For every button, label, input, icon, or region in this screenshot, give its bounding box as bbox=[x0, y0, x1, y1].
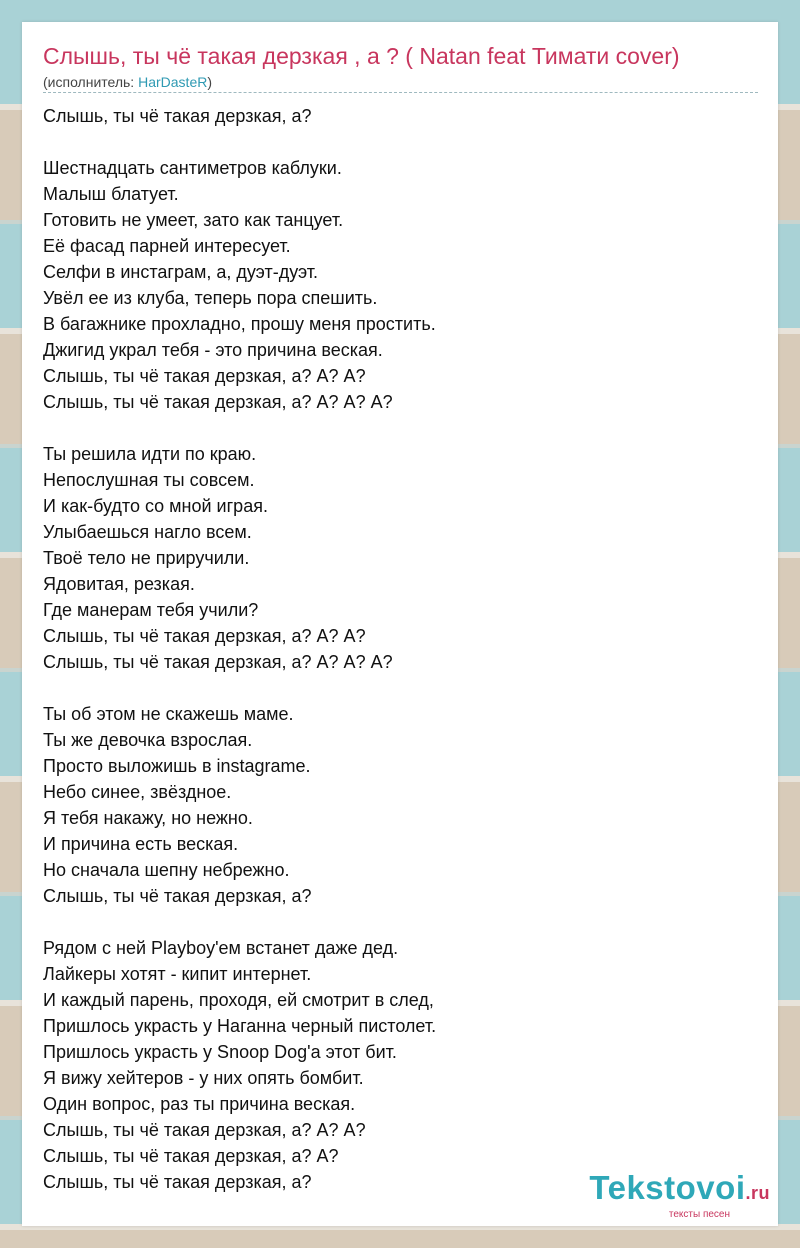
lyric-line: Ядовитая, резкая. bbox=[43, 574, 195, 594]
lyric-line: Слышь, ты чё такая дерзкая, а? А? А? А? bbox=[43, 652, 393, 672]
lyric-line: Лайкеры хотят - кипит интернет. bbox=[43, 964, 312, 984]
stanza-break bbox=[43, 129, 436, 155]
lyric-line: Увёл ее из клуба, теперь пора спешить. bbox=[43, 288, 378, 308]
logo-tld: .ru bbox=[745, 1183, 770, 1203]
lyric-line: Просто выложишь в instagrame. bbox=[43, 756, 311, 776]
lyric-line: Где манерам тебя учили? bbox=[43, 600, 259, 620]
artist-suffix: ) bbox=[207, 74, 213, 90]
stanza-break bbox=[43, 675, 436, 701]
lyric-line: Непослушная ты совсем. bbox=[43, 470, 255, 490]
lyric-line: Я тебя накажу, но нежно. bbox=[43, 808, 253, 828]
song-title: Слышь, ты чё такая дерзкая , а ? ( Natan feat Тимати cover) bbox=[43, 43, 680, 69]
artist-prefix: (исполнитель: bbox=[43, 74, 139, 90]
lyric-line: Джигид украл тебя - это причина веская. bbox=[43, 340, 383, 360]
lyric-line: Один вопрос, раз ты причина веская. bbox=[43, 1094, 356, 1114]
lyric-line: Небо синее, звёздное. bbox=[43, 782, 232, 802]
lyric-line: Улыбаешься нагло всем. bbox=[43, 522, 252, 542]
lyric-line: Я вижу хейтеров - у них опять бомбит. bbox=[43, 1068, 364, 1088]
lyrics-text bbox=[43, 103, 436, 1195]
artist-line bbox=[43, 73, 212, 91]
lyric-line: Готовить не умеет, зато как танцует. bbox=[43, 210, 344, 230]
stanza-break bbox=[43, 415, 436, 441]
artist-link[interactable]: HarDasteR bbox=[138, 74, 208, 90]
lyric-line: И каждый парень, проходя, ей смотрит в след, bbox=[43, 990, 434, 1010]
lyric-line: Слышь, ты чё такая дерзкая, а? А? А? bbox=[43, 1120, 366, 1140]
lyric-line: Слышь, ты чё такая дерзкая, а? bbox=[43, 106, 312, 126]
lyric-line: Слышь, ты чё такая дерзкая, а? А? bbox=[43, 1146, 339, 1166]
lyric-line: Ты решила идти по краю. bbox=[43, 444, 257, 464]
logo-tagline: тексты песен bbox=[668, 1209, 730, 1220]
lyric-line: Шестнадцать сантиметров каблуки. bbox=[43, 158, 342, 178]
lyric-line: Слышь, ты чё такая дерзкая, а? bbox=[43, 886, 312, 906]
lyric-line: Твоё тело не приручили. bbox=[43, 548, 250, 568]
stanza-break bbox=[43, 909, 436, 935]
lyric-line: И как-будто со мной играя. bbox=[43, 496, 268, 516]
lyrics-card bbox=[22, 22, 778, 1226]
lyric-line: Слышь, ты чё такая дерзкая, а? А? А? bbox=[43, 626, 366, 646]
lyric-line: Пришлось украсть у Snoop Dog'а этот бит. bbox=[43, 1042, 397, 1062]
lyric-line: Пришлось украсть у Наганна черный пистолет. bbox=[43, 1016, 437, 1036]
lyric-line: Ты же девочка взрослая. bbox=[43, 730, 253, 750]
lyric-line: Её фасад парней интересует. bbox=[43, 236, 291, 256]
site-logo[interactable] bbox=[589, 1171, 770, 1220]
lyric-line: В багажнике прохладно, прошу меня простить. bbox=[43, 314, 436, 334]
lyric-line: Малыш блатует. bbox=[43, 184, 179, 204]
lyric-line: Слышь, ты чё такая дерзкая, а? А? А? А? bbox=[43, 392, 393, 412]
lyric-line: Слышь, ты чё такая дерзкая, а? А? А? bbox=[43, 366, 366, 386]
title-divider bbox=[43, 92, 758, 93]
logo-name: Tekstovoi bbox=[589, 1169, 746, 1206]
lyric-line: Селфи в инстаграм, а, дуэт-дуэт. bbox=[43, 262, 319, 282]
lyric-line: Ты об этом не скажешь маме. bbox=[43, 704, 294, 724]
lyric-line: Слышь, ты чё такая дерзкая, а? bbox=[43, 1172, 312, 1192]
lyric-line: Но сначала шепну небрежно. bbox=[43, 860, 290, 880]
lyric-line: И причина есть веская. bbox=[43, 834, 239, 854]
lyric-line: Рядом с ней Playboy'ем встанет даже дед. bbox=[43, 938, 399, 958]
